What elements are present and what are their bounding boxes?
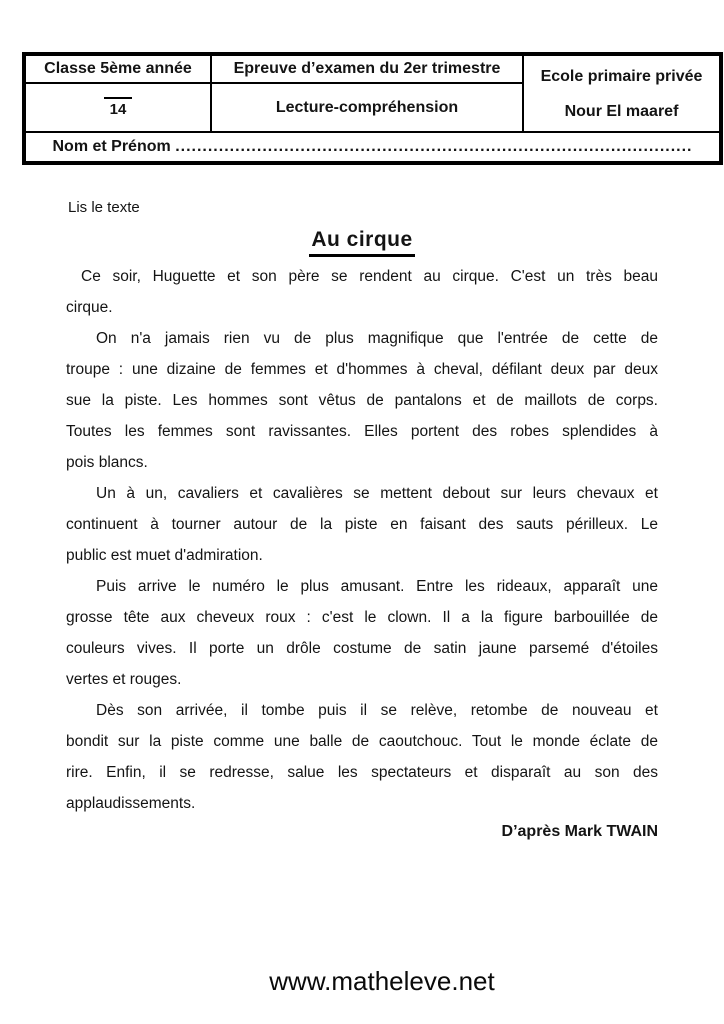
- reading-text: [66, 261, 658, 819]
- text-title: [0, 228, 724, 257]
- text-line: vertes et rouges.: [66, 671, 182, 688]
- text-line: bondit sur la piste comme une balle de caoutchouc. Tout le monde éclate de: [66, 733, 658, 750]
- text-line: Puis arrive le numéro le plus amusant. Entre les rideaux, apparaît une: [96, 578, 658, 595]
- text-line: Ce soir, Huguette et son père se rendent au cirque. C'est un très beau: [81, 268, 658, 285]
- name-dotted-line: ...............................................................................................: [175, 138, 693, 155]
- score-cell: [24, 83, 211, 132]
- text-line: continuent à tourner autour de la piste en faisant des sauts périlleux. Le: [66, 516, 658, 533]
- text-line: pois blancs.: [66, 454, 148, 471]
- website-url: www.matheleve.net: [269, 966, 495, 996]
- text-line: cirque.: [66, 299, 113, 316]
- score-placeholder: 14: [104, 97, 133, 118]
- text-line: Toutes les femmes sont ravissantes. Elles portent des robes splendides à: [66, 423, 658, 440]
- text-line: public est muet d'admiration.: [66, 547, 263, 564]
- exam-title-cell: Epreuve d’examen du 2er trimestre: [211, 54, 523, 83]
- text-line: Un à un, cavaliers et cavalières se mettent debout sur leurs chevaux et: [96, 485, 658, 502]
- text-title-label: Au cirque: [309, 228, 414, 257]
- text-line: applaudissements.: [66, 795, 196, 812]
- name-label: Nom et Prénom: [52, 138, 171, 155]
- name-row: [24, 132, 721, 163]
- class-cell: Classe 5ème année: [24, 54, 211, 83]
- school-cell: [523, 54, 721, 132]
- school-name-line1: Ecole primaire privée: [540, 67, 703, 85]
- school-name-line2: Nour El maaref: [564, 102, 679, 120]
- text-line: troupe : une dizaine de femmes et d'hommes à cheval, défilant deux par deux: [66, 361, 658, 378]
- text-line: sue la piste. Les hommes sont vêtus de pantalons et de maillots de corps.: [66, 392, 658, 409]
- header-table: [22, 52, 723, 165]
- text-line: On n'a jamais rien vu de plus magnifique que l'entrée de cette de: [96, 330, 658, 347]
- instruction-text: Lis le texte: [68, 199, 140, 216]
- author-attribution: D’après Mark TWAIN: [501, 823, 658, 840]
- subject-cell: Lecture-compréhension: [211, 83, 523, 132]
- text-line: rire. Enfin, il se redresse, salue les spectateurs et disparaît au son des: [66, 764, 658, 781]
- text-line: grosse tête aux cheveux roux : c'est le clown. Il a la figure barbouillée de: [66, 609, 658, 626]
- text-line: couleurs vives. Il porte un drôle costume de satin jaune parsemé d'étoiles: [66, 640, 658, 657]
- text-line: Dès son arrivée, il tombe puis il se relève, retombe de nouveau et: [96, 702, 658, 719]
